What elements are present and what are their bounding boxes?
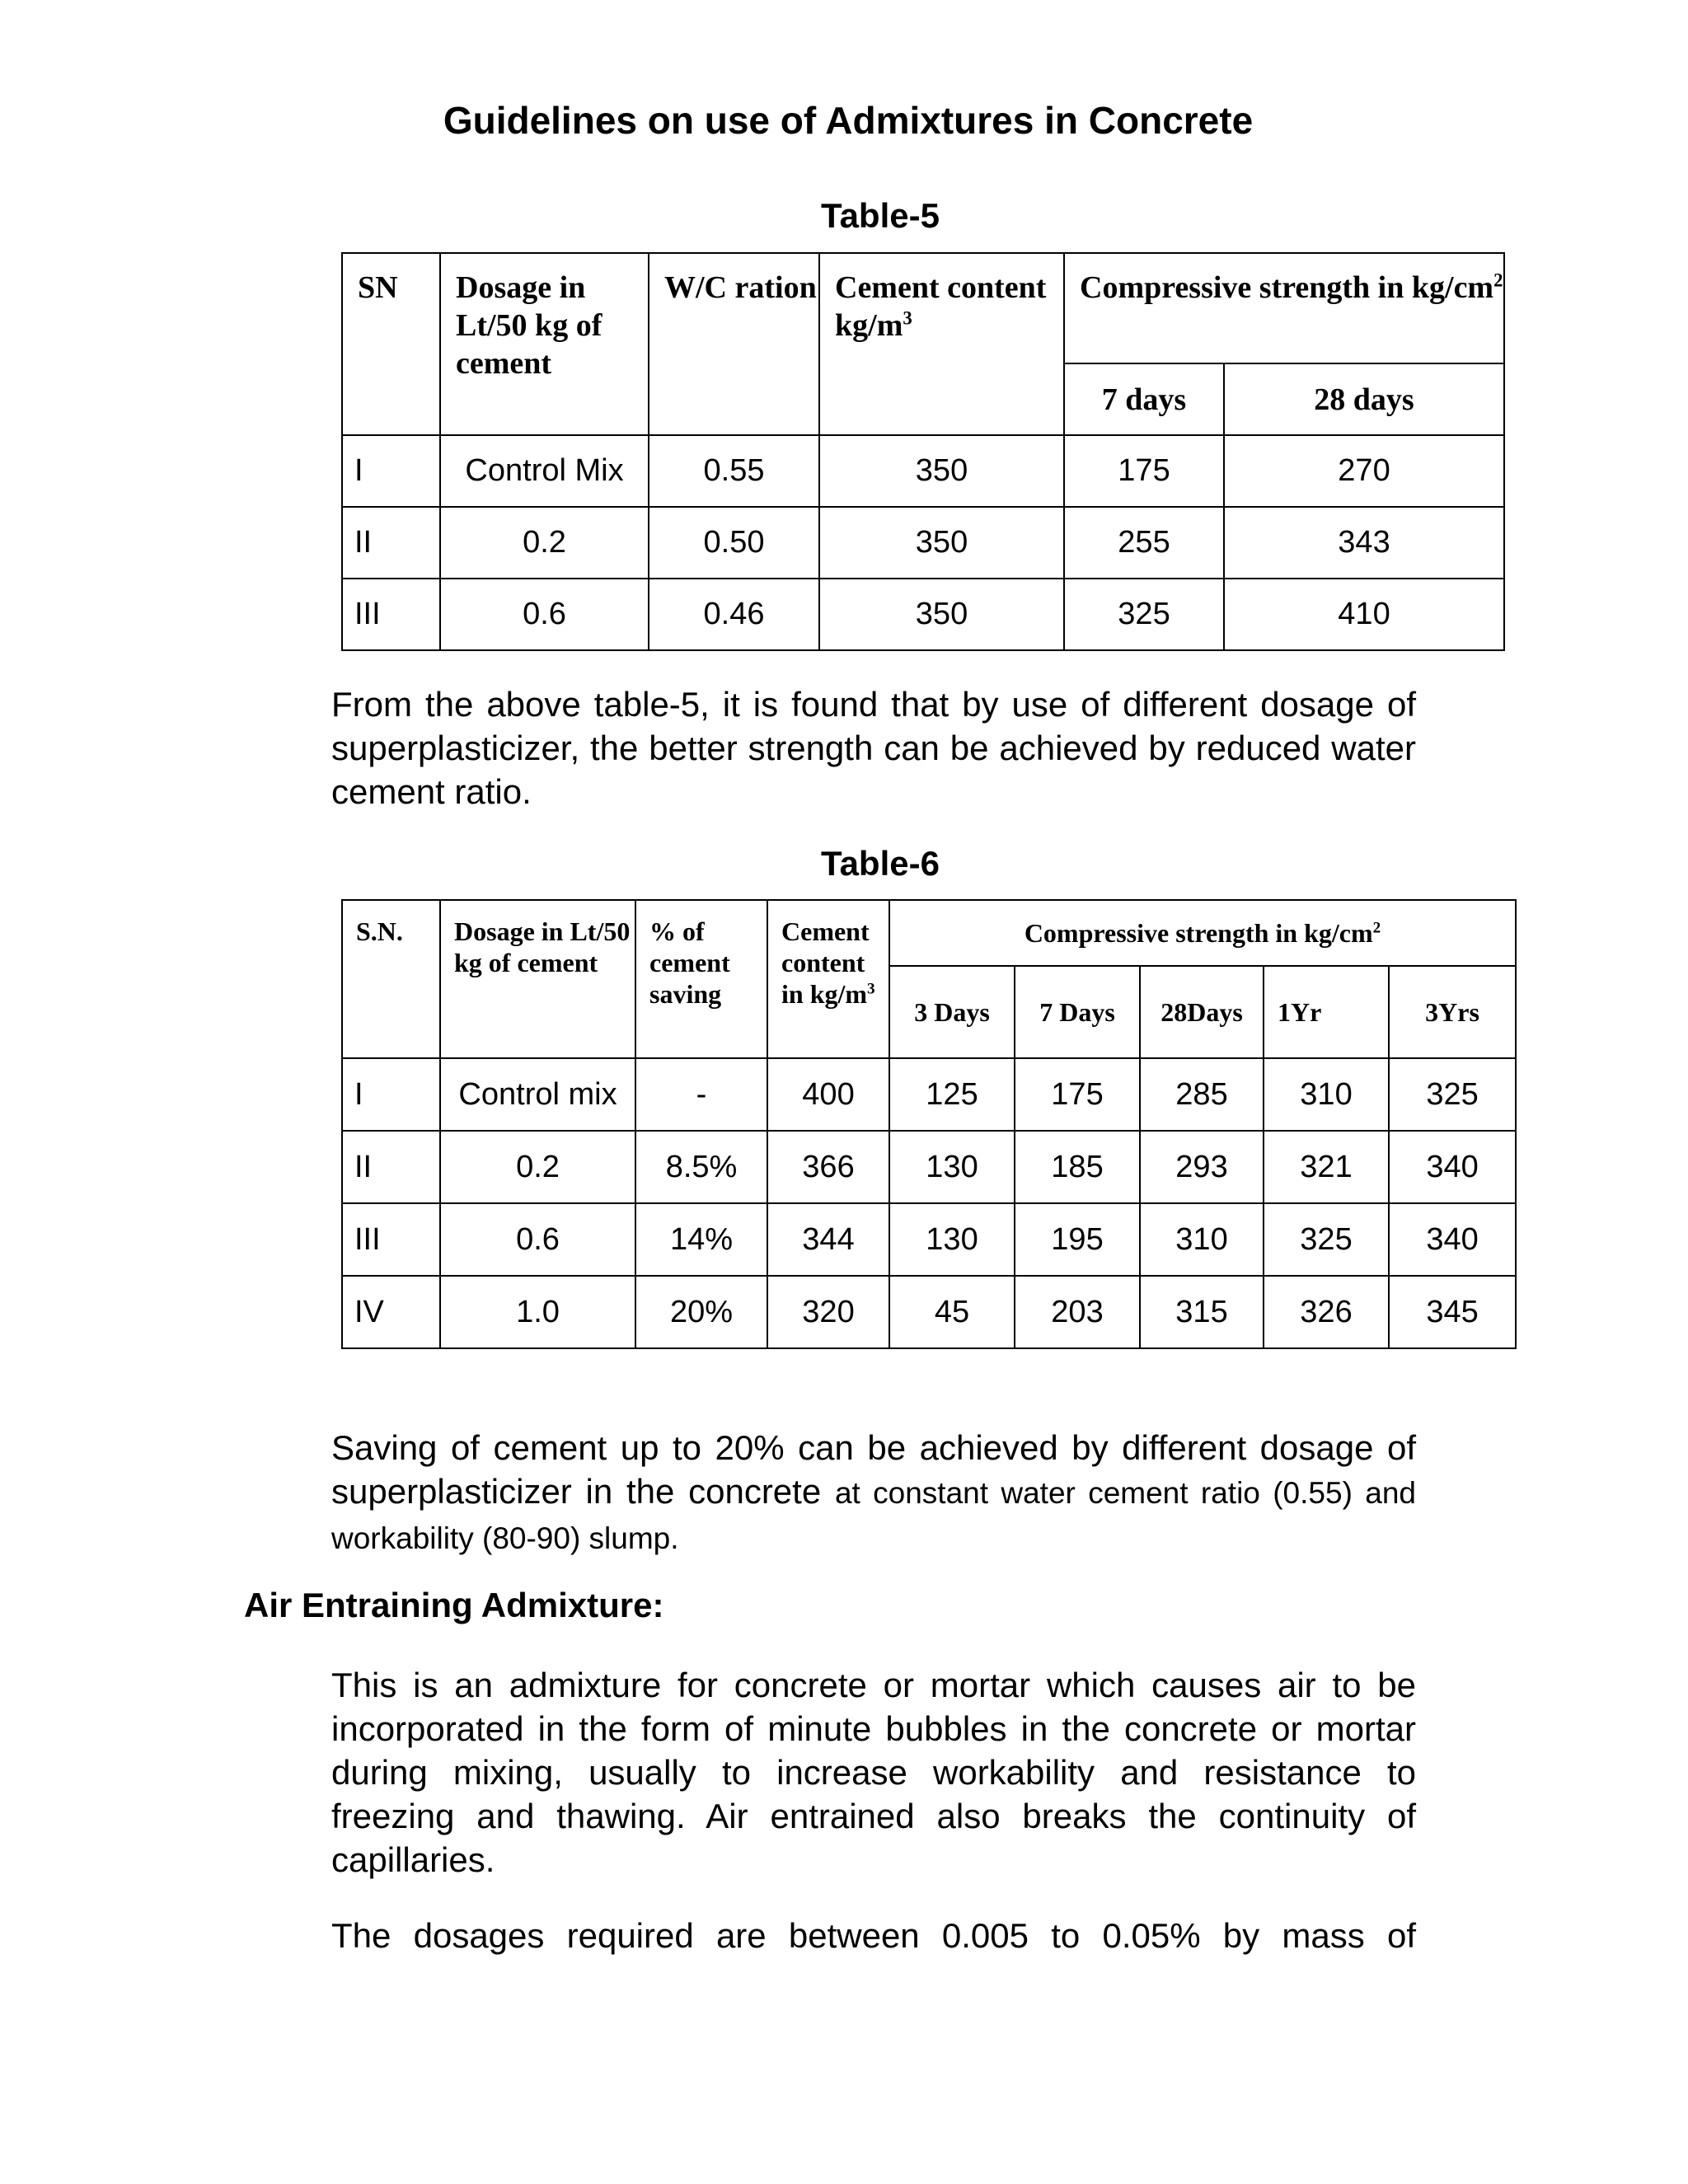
cell-28days: 310 bbox=[1140, 1203, 1264, 1276]
table-row bbox=[342, 579, 1504, 650]
table6-header-dosage: Dosage in Lt/50 kg of cement bbox=[440, 900, 635, 1058]
cell-28days: 293 bbox=[1140, 1131, 1264, 1203]
table6-header-cement: Cement content in $kg/m^3$ bbox=[767, 900, 889, 1058]
cell-sn: III bbox=[342, 1203, 440, 1276]
cell-3yrs: 340 bbox=[1389, 1131, 1516, 1203]
cell-cement: 366 bbox=[767, 1131, 889, 1203]
table6-header-1yr: 1Yr bbox=[1264, 966, 1389, 1058]
table5-header-dosage: Dosage in Lt/50 kg of cement bbox=[440, 253, 649, 435]
cell-28days: 285 bbox=[1140, 1058, 1264, 1131]
table6-header-28days: 28Days bbox=[1140, 966, 1264, 1058]
cell-cement: 350 bbox=[819, 435, 1064, 507]
cell-28days: 315 bbox=[1140, 1276, 1264, 1348]
cell-dosage: 0.2 bbox=[440, 507, 649, 579]
cell-sn: I bbox=[342, 435, 440, 507]
cell-sn: I bbox=[342, 1058, 440, 1131]
cell-7days: 195 bbox=[1015, 1203, 1140, 1276]
cell-cement: 320 bbox=[767, 1276, 889, 1348]
table6-header-sn: S.N. bbox=[342, 900, 440, 1058]
table6 bbox=[341, 899, 1517, 1349]
cell-saving: 20% bbox=[635, 1276, 767, 1348]
cell-3days: 125 bbox=[889, 1058, 1015, 1131]
cell-sn: II bbox=[342, 507, 440, 579]
cell-cement: 350 bbox=[819, 507, 1064, 579]
cell-cement: 400 bbox=[767, 1058, 889, 1131]
table6-caption: Table-6 bbox=[821, 844, 940, 883]
cell-saving: 14% bbox=[635, 1203, 767, 1276]
table5-header-strength: Compressive strength in $kg/cm^2$ bbox=[1064, 253, 1504, 363]
cell-3yrs: 340 bbox=[1389, 1203, 1516, 1276]
cell-dosage: Control Mix bbox=[440, 435, 649, 507]
cell-28days: 343 bbox=[1224, 507, 1504, 579]
cell-sn: II bbox=[342, 1131, 440, 1203]
cell-cement: 350 bbox=[819, 579, 1064, 650]
table5-caption: Table-5 bbox=[821, 196, 940, 235]
cell-cement: 344 bbox=[767, 1203, 889, 1276]
cell-1yr: 310 bbox=[1264, 1058, 1389, 1131]
table-row bbox=[342, 1276, 1516, 1348]
table6-header-strength: Compressive strength in $kg/cm^2$ bbox=[889, 900, 1516, 966]
table5 bbox=[341, 252, 1505, 651]
table-row bbox=[342, 1058, 1516, 1131]
cell-wc: 0.50 bbox=[649, 507, 819, 579]
table5-header-wc: W/C ration bbox=[649, 253, 819, 435]
cell-7days: 325 bbox=[1064, 579, 1224, 650]
table6-header-7days: 7 Days bbox=[1015, 966, 1140, 1058]
table-row bbox=[342, 1203, 1516, 1276]
table6-header-3days: 3 Days bbox=[889, 966, 1015, 1058]
cell-3days: 130 bbox=[889, 1131, 1015, 1203]
table-row bbox=[342, 507, 1504, 579]
table6-header-saving: % of cement saving bbox=[635, 900, 767, 1058]
cell-saving: - bbox=[635, 1058, 767, 1131]
paragraph-cement-saving-part1: Saving of cement up to 20% can be achieved by different dosage of superplasticizer in the concrete bbox=[331, 1428, 1416, 1511]
cell-28days: 270 bbox=[1224, 435, 1504, 507]
table5-header-28days: 28 days bbox=[1224, 363, 1504, 435]
cell-7days: 175 bbox=[1015, 1058, 1140, 1131]
cell-3yrs: 345 bbox=[1389, 1276, 1516, 1348]
cell-dosage: 1.0 bbox=[440, 1276, 635, 1348]
cell-1yr: 325 bbox=[1264, 1203, 1389, 1276]
cell-7days: 255 bbox=[1064, 507, 1224, 579]
table-row bbox=[342, 1131, 1516, 1203]
page-title: Guidelines on use of Admixtures in Concrete bbox=[443, 99, 1254, 142]
cell-28days: 410 bbox=[1224, 579, 1504, 650]
table5-header-sn: SN bbox=[342, 253, 440, 435]
paragraph-dosages: The dosages required are between 0.005 to 0.05% by mass of bbox=[331, 1916, 1416, 1955]
cell-3days: 130 bbox=[889, 1203, 1015, 1276]
cell-dosage: Control mix bbox=[440, 1058, 635, 1131]
table-row bbox=[342, 435, 1504, 507]
cell-dosage: 0.6 bbox=[440, 579, 649, 650]
cell-7days: 203 bbox=[1015, 1276, 1140, 1348]
cell-dosage: 0.2 bbox=[440, 1131, 635, 1203]
cell-wc: 0.55 bbox=[649, 435, 819, 507]
cell-7days: 185 bbox=[1015, 1131, 1140, 1203]
cell-3days: 45 bbox=[889, 1276, 1015, 1348]
table5-header-7days: 7 days bbox=[1064, 363, 1224, 435]
section-heading: Air Entraining Admixture: bbox=[244, 1586, 664, 1624]
cell-sn: III bbox=[342, 579, 440, 650]
cell-saving: 8.5% bbox=[635, 1131, 767, 1203]
cell-3yrs: 325 bbox=[1389, 1058, 1516, 1131]
table6-header-3yrs: 3Yrs bbox=[1389, 966, 1516, 1058]
cell-7days: 175 bbox=[1064, 435, 1224, 507]
cell-wc: 0.46 bbox=[649, 579, 819, 650]
paragraph-cement-saving bbox=[331, 1426, 1416, 1560]
cell-dosage: 0.6 bbox=[440, 1203, 635, 1276]
paragraph-cement-saving-part2: at constant water cement ratio (0.55) and workability (80-90) slump. bbox=[331, 1476, 1416, 1555]
cell-sn: IV bbox=[342, 1276, 440, 1348]
paragraph-table5-summary: From the above table-5, it is found that by use of different dosage of superplasticizer, the better strength can be achieved by reduced water cement ratio. bbox=[331, 685, 1416, 811]
table5-header-cement: Cement content $kg/m^3$ bbox=[819, 253, 1064, 435]
cell-1yr: 321 bbox=[1264, 1131, 1389, 1203]
paragraph-air-entraining: This is an admixture for concrete or mortar which causes air to be incorporated in the form of minute bubbles in the concrete or mortar during mixing, usually to increase workability and resistance to freezing and thawing. Air entrained also breaks the continuity of capillaries. bbox=[331, 1666, 1416, 1879]
cell-1yr: 326 bbox=[1264, 1276, 1389, 1348]
